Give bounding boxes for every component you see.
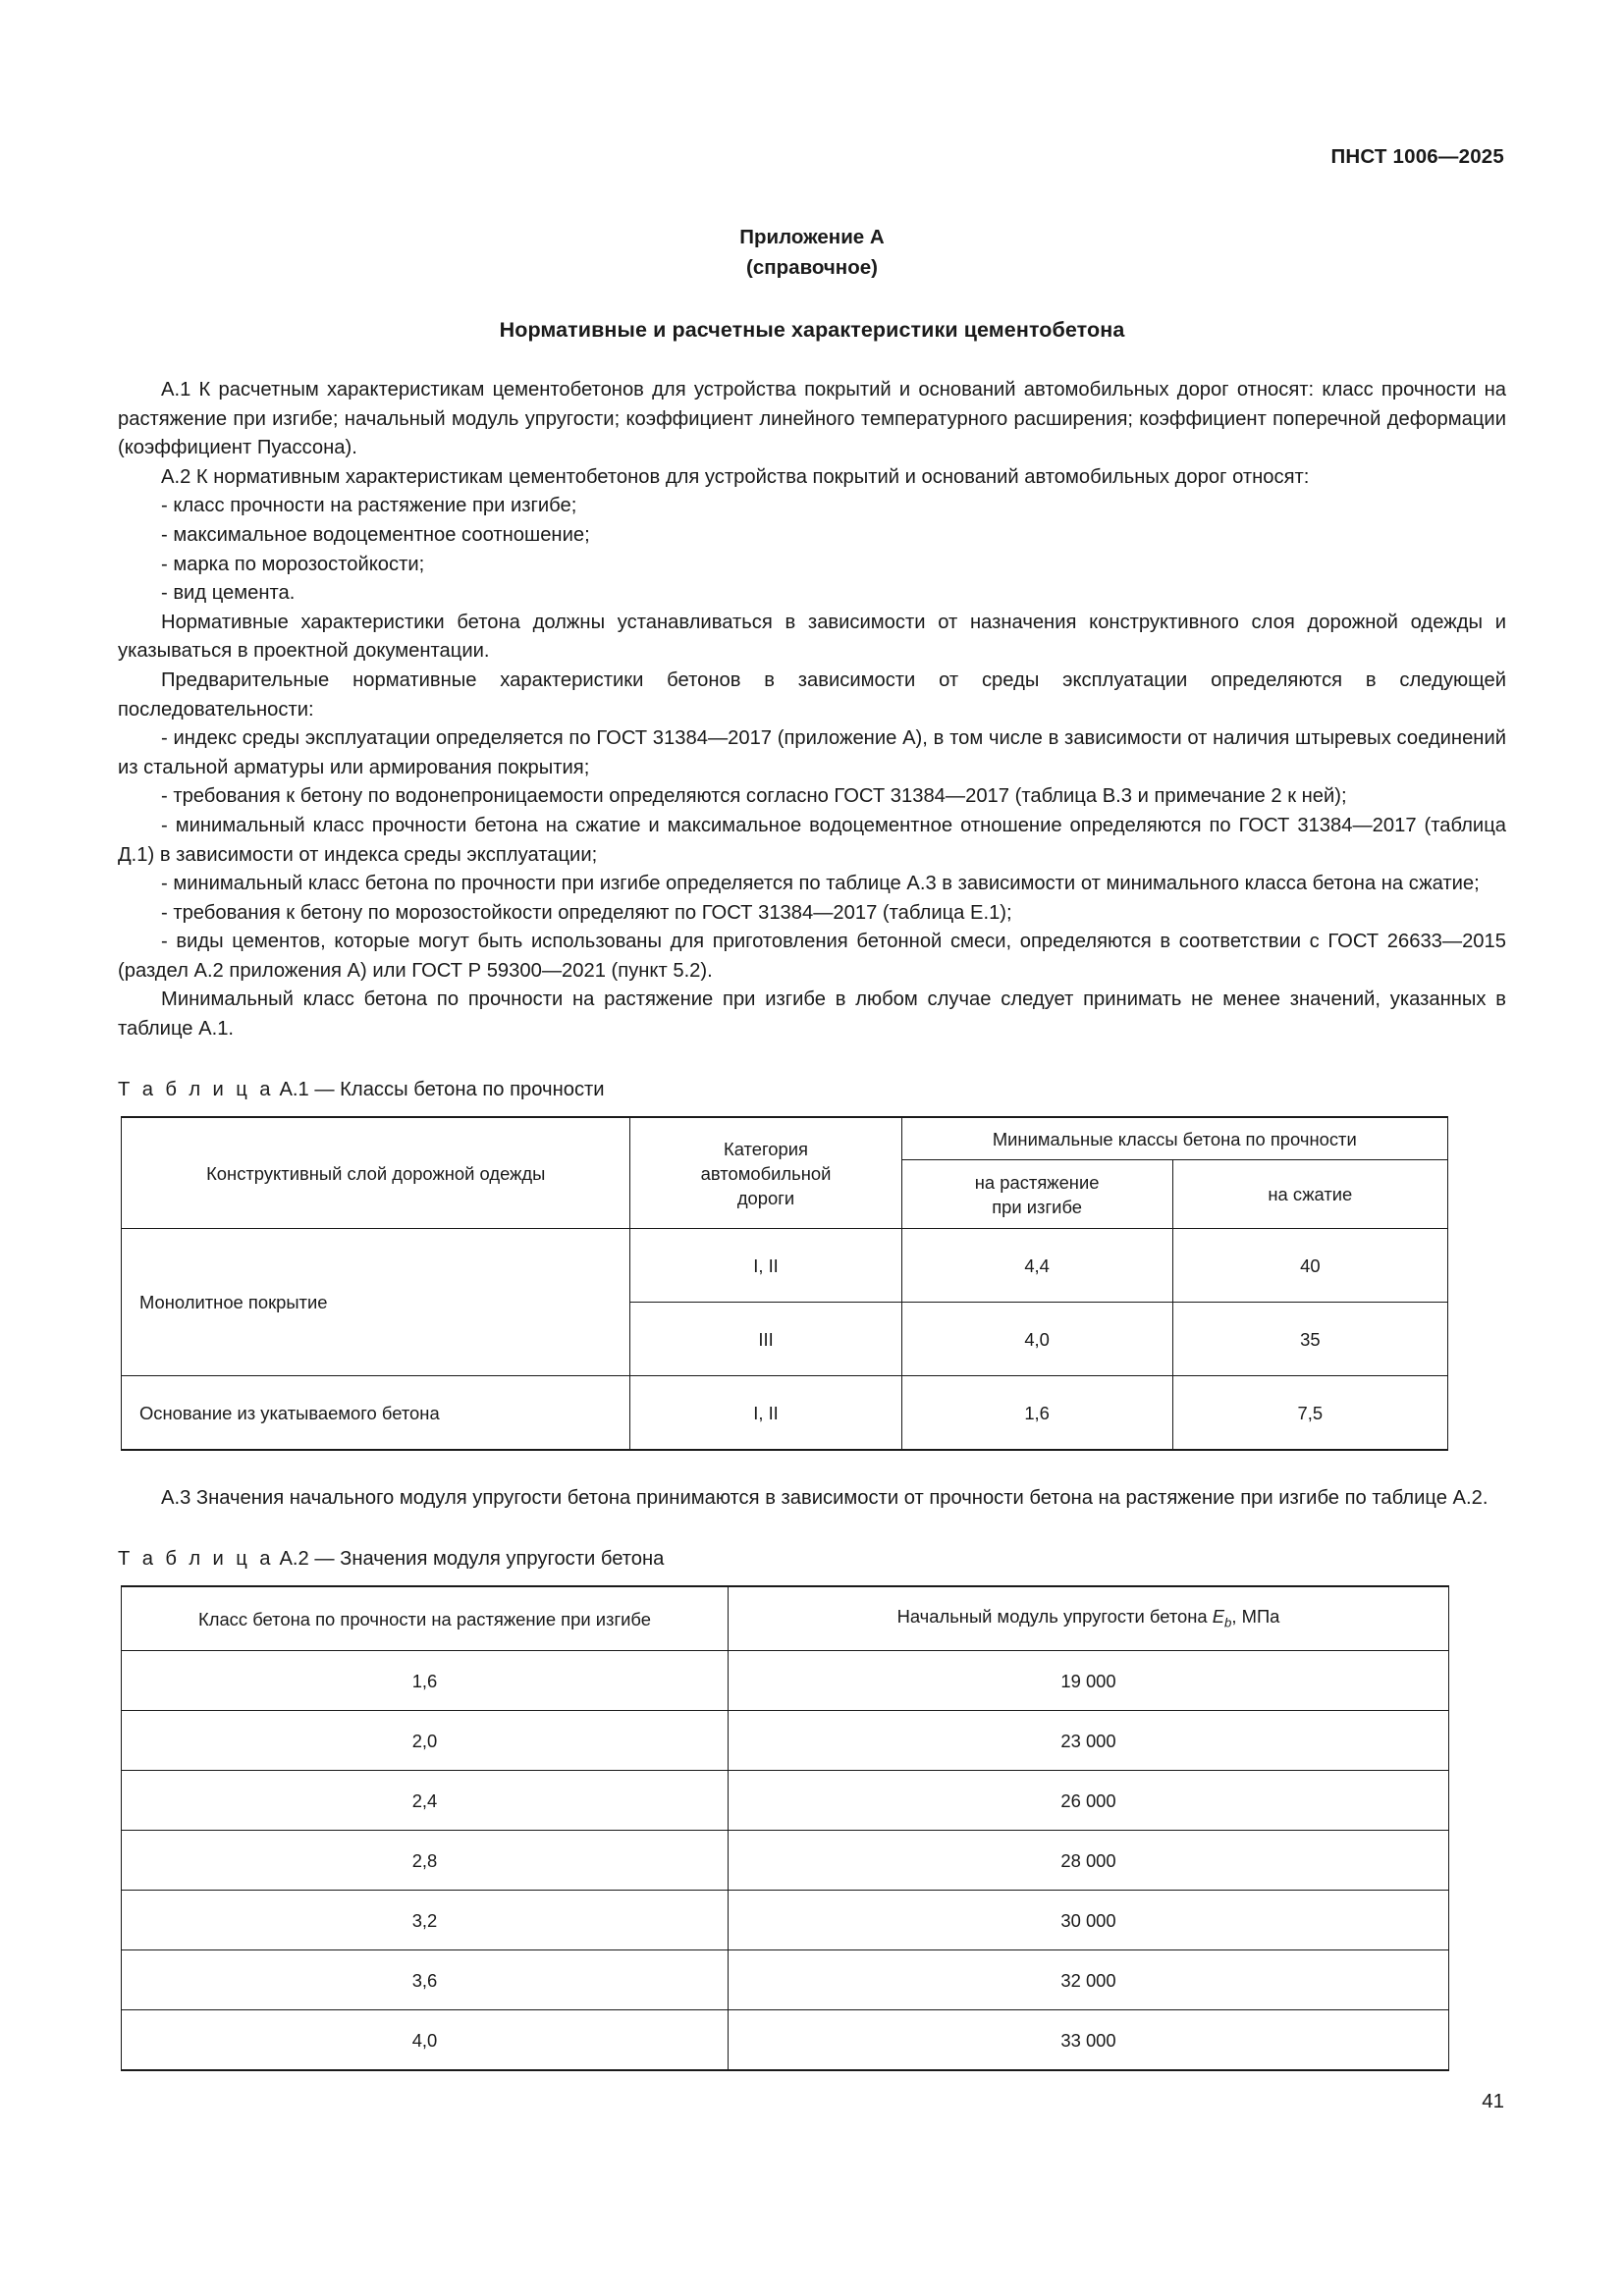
list-item-seq-2 [118,782,1506,812]
table-a2-cell-class: 1,6 [122,1651,729,1711]
table-a1-cell-bending: 4,0 [901,1303,1172,1376]
table-a2-cell-modulus: 32 000 [729,1950,1449,2010]
paragraph-a2-intro [118,463,1506,493]
table-a1-cell-category: I, II [630,1376,901,1451]
table-a1-cell-bending: 1,6 [901,1376,1172,1451]
paragraph-a3 [118,1484,1506,1514]
list-item-seq-5 [118,899,1506,929]
table-a2-header-modulus [729,1586,1449,1651]
table-a1-header-compression: на сжатие [1172,1159,1447,1228]
table-a1-caption-dash: — [314,1078,335,1100]
body-text-after-table-a1 [118,1484,1506,1514]
table-a1-cell-layer-monolithic: Монолитное покрытие [122,1229,630,1376]
table-a1-header-bending-line1: на растяжение [974,1171,1100,1193]
annex-heading: Приложение А [739,226,885,248]
table-row [122,1950,1449,2010]
table-a1-cell-bending: 4,4 [901,1229,1172,1303]
table-a1-caption [118,1076,1506,1105]
table-a1-header-category [630,1117,901,1229]
table-a2-header-row [122,1586,1449,1651]
list-item-seq-3 [118,812,1506,870]
table-a2-cell-modulus: 33 000 [729,2010,1449,2071]
table-a1-head [122,1117,1448,1229]
list-item-seq-5-text: - требования к бетону по морозостойкости определяют по ГОСТ 31384—2017 (таблица Е.1); [161,901,1012,924]
table-a2-caption-label: Т а б л и ц а [118,1547,274,1570]
list-item-seq-4-text: - минимальный класс бетона по прочности при изгибе определяется по таблице А.3 в зависимости от минимального класса бетона на сжатие; [161,873,1480,895]
table-a1-cell-layer-rolled-base: Основание из укатываемого бетона [122,1376,630,1451]
list-item-seq-4 [118,870,1506,899]
table-a2-header-modulus-subscript: b [1224,1615,1232,1630]
page-number: 41 [1482,2090,1504,2112]
table-a1 [121,1116,1448,1451]
table-row [122,1651,1449,1711]
table-a2-header-class: Класс бетона по прочности на растяжение при изгибе [122,1586,729,1651]
table-a2-caption-number: А.2 [279,1547,309,1570]
table-row [122,1891,1449,1950]
table-a2-cell-modulus: 28 000 [729,1831,1449,1891]
table-row [122,2010,1449,2071]
table-a2-cell-class: 2,8 [122,1831,729,1891]
table-a2-cell-class: 2,0 [122,1711,729,1771]
table-a2-cell-modulus: 30 000 [729,1891,1449,1950]
table-a1-body [122,1229,1448,1451]
paragraph-normative-text: Нормативные характеристики бетона должны устанавливаться в зависимости от назначения конструктивного слоя дорожной одежды и указываться в проектной документации. [118,611,1506,663]
table-a2-cell-modulus: 26 000 [729,1771,1449,1831]
table-row [122,1831,1449,1891]
table-a1-caption-title: Классы бетона по прочности [340,1078,605,1100]
table-a2-caption [118,1545,1506,1575]
table-a2-header-modulus-suffix: , МПа [1231,1605,1280,1627]
list-item-seq-1-text: - индекс среды эксплуатации определяется по ГОСТ 31384—2017 (приложение А), в том числе в зависимости от наличия штыревых соединений из стальной арматуры или армирования покрытия; [118,727,1506,778]
table-a2-cell-class: 3,2 [122,1891,729,1950]
list-item-seq-2-text: - требования к бетону по водонепроницаемости определяются согласно ГОСТ 31384—2017 (таблица В.3 и примечание 2 к ней); [161,785,1347,808]
table-row [122,1771,1449,1831]
table-row [122,1711,1449,1771]
table-a1-header-row-1 [122,1117,1448,1159]
paragraph-a1 [118,376,1506,463]
list-item-a2-3: - марка по морозостойкости; [161,553,425,575]
table-row [122,1376,1448,1451]
table-a1-cell-category: I, II [630,1229,901,1303]
table-a2-cell-class: 4,0 [122,2010,729,2071]
table-a2-cell-class: 3,6 [122,1950,729,2010]
list-item-seq-1 [118,724,1506,782]
table-a1-header-category-line1: Категория [724,1138,808,1159]
table-a2-cell-class: 2,4 [122,1771,729,1831]
table-a2-body [122,1651,1449,2071]
table-a2 [121,1585,1449,2071]
list-item-seq-3-text: - минимальный класс прочности бетона на сжатие и максимальное водоцементное отношение определяются по ГОСТ 31384—2017 (таблица Д.1) в зависимости от индекса среды эксплуатации; [118,814,1506,866]
table-a2-header-modulus-prefix: Начальный модуль упругости бетона [896,1605,1213,1627]
table-a1-header-category-line3: дороги [736,1187,795,1208]
table-a1-header-bending [901,1159,1172,1228]
list-item-seq-6 [118,928,1506,986]
list-item-a2-2: - максимальное водоцементное соотношение; [161,523,590,546]
body-text [118,376,1506,1044]
table-a1-cell-compression: 7,5 [1172,1376,1447,1451]
page-content [118,222,1506,2071]
table-a2-header-modulus-symbol: E [1212,1605,1225,1627]
list-item-a2-4: - вид цемента. [161,582,296,605]
paragraph-a3-text: А.3 Значения начального модуля упругости бетона принимаются в зависимости от прочности бетона на растяжение при изгибе по таблице А.2. [161,1487,1489,1510]
table-a2-caption-title: Значения модуля упругости бетона [340,1547,665,1570]
table-a1-header-bending-line2: при изгибе [992,1196,1083,1217]
table-a2-cell-modulus: 19 000 [729,1651,1449,1711]
list-item-a2-1: - класс прочности на растяжение при изгибе; [161,495,577,517]
list-item-seq-6-text: - виды цементов, которые могут быть использованы для приготовления бетонной смеси, определяются в соответствии с ГОСТ 26633—2015 (раздел А.2 приложения А) или ГОСТ Р 59300—2021 (пункт 5.2). [118,931,1506,982]
paragraph-minimal-class-text: Минимальный класс бетона по прочности на растяжение при изгибе в любом случае следует принимать не менее значений, указанных в таблице А.1. [118,988,1506,1041]
table-a2-head [122,1586,1449,1651]
paragraph-minimal-class [118,986,1506,1043]
table-a1-header-group: Минимальные классы бетона по прочности [901,1117,1447,1159]
table-a1-caption-label: Т а б л и ц а [118,1078,274,1100]
paragraph-a2-intro-text: А.2 К нормативным характеристикам цементобетонов для устройства покрытий и оснований автомобильных дорог относят: [161,465,1310,488]
annex-title: Нормативные и расчетные характеристики цементобетона [499,318,1125,342]
table-a2-caption-dash: — [314,1547,335,1570]
paragraph-preliminary [118,667,1506,724]
running-head-standard-number: ПНСТ 1006—2025 [1330,145,1504,168]
paragraph-a1-text: А.1 К расчетным характеристикам цементобетонов для устройства покрытий и оснований автомобильных дорог относят: класс прочности на растяжение при изгибе; начальный модуль упругости; коэффициент линейного температурного расширения; коэффициент поперечной деформации (коэффициент Пуассона). [118,379,1506,459]
table-a1-caption-number: А.1 [279,1078,309,1100]
annex-heading-block [118,222,1506,283]
table-row [122,1229,1448,1303]
paragraph-preliminary-text: Предварительные нормативные характеристики бетонов в зависимости от среды эксплуатации определяются в следующей последовательности: [118,668,1506,721]
table-a1-cell-compression: 35 [1172,1303,1447,1376]
table-a1-cell-compression: 40 [1172,1229,1447,1303]
annex-subheading: (справочное) [746,256,878,279]
paragraph-normative [118,609,1506,667]
table-a1-header-layer: Конструктивный слой дорожной одежды [122,1117,630,1229]
table-a1-header-category-line2: автомобильной [700,1162,832,1184]
table-a2-cell-modulus: 23 000 [729,1711,1449,1771]
table-a1-cell-category: III [630,1303,901,1376]
